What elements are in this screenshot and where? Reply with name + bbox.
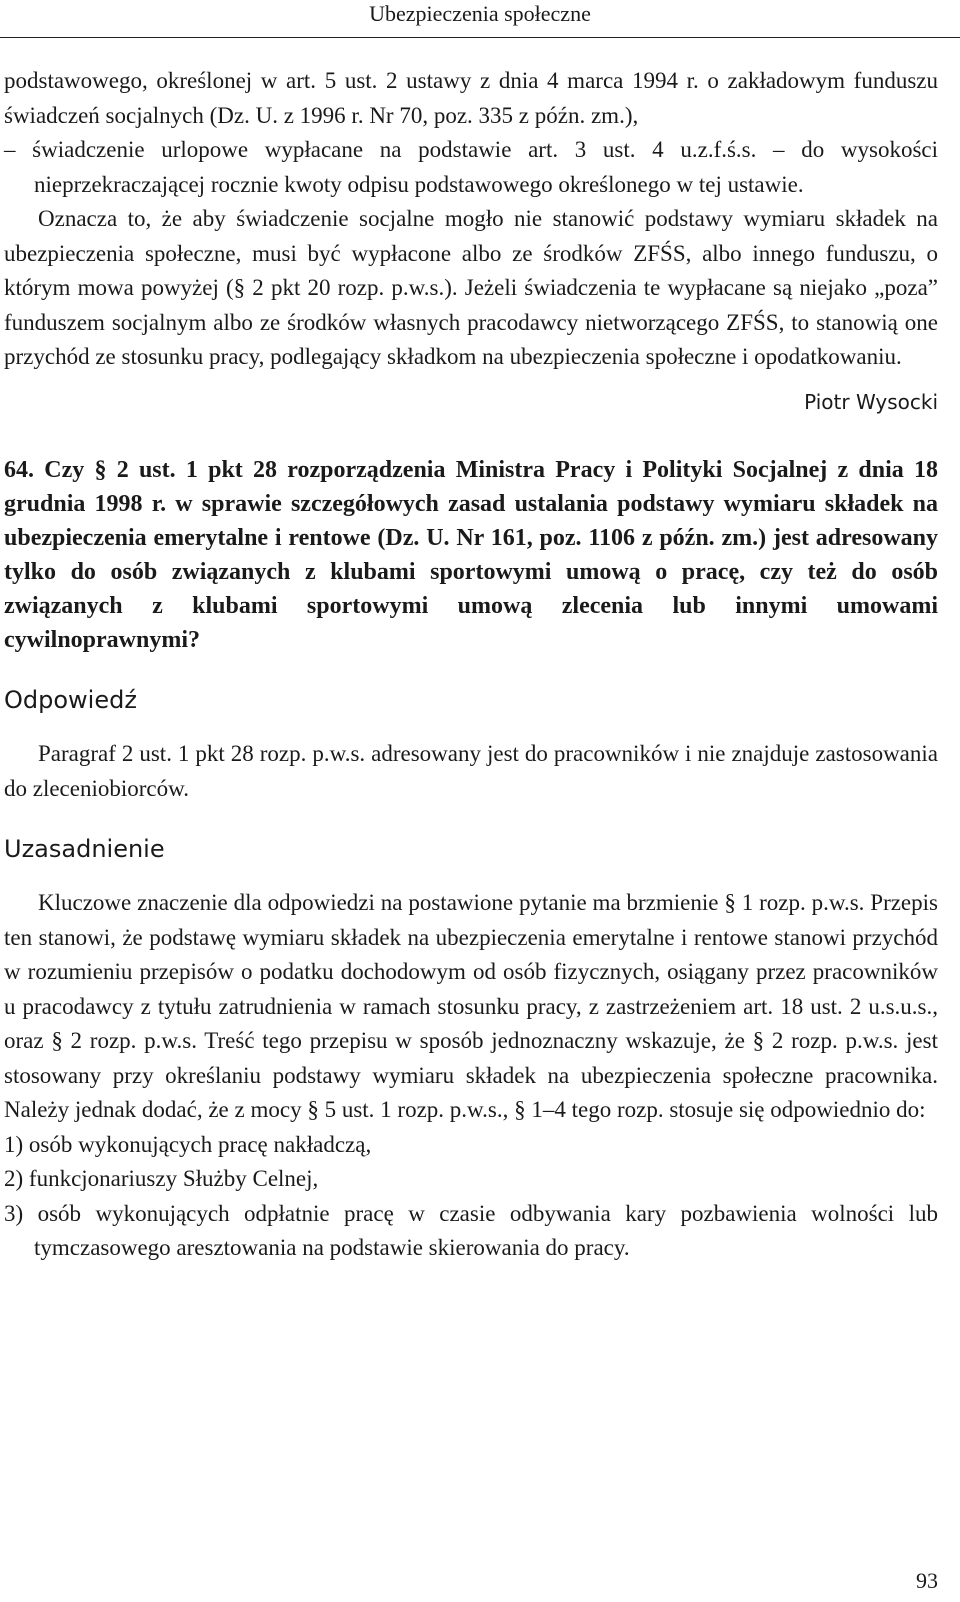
page-number: 93: [916, 1568, 938, 1593]
list-item: 3) osób wykonujących odpłatnie pracę w czasie odbywania kary pozbawienia wolności lub tymczasowego aresztowania na podstawie skierowania do pracy.: [4, 1200, 938, 1260]
intro-paragraph: Oznacza to, że aby świadczenie socjalne mogło nie stanowić podstawy wymiaru składek na ubezpieczenia społeczne, musi być wypłacone albo ze środków ZFŚS, albo innego funduszu, o którym mowa powyżej (§ 2 pkt 20 rozp. p.w.s.). Jeżeli świadczenia te wypłacane są niejako „poza” funduszem socjalnym albo ze środków własnych pracodawcy nietworzącego ZFŚS, to stanowią one przychód ze stosunku pracy, podlegający składkom na ubezpieczenia społeczne i opodatkowaniu.: [4, 206, 938, 369]
question-text: 64. Czy § 2 ust. 1 pkt 28 rozporządzenia Ministra Pracy i Polityki Socjalnej z dnia 18 grudnia 1998 r. w sprawie szczegółowych zasad ustalania podstawy wymiaru składek na ubezpieczenia emerytalne i rentowe (Dz. U. Nr 161, poz. 1106 z późn. zm.) jest adresowany tylko do osób związanych z klubami sportowymi umową o pracę, czy też do osób związanych z klubami sportowymi umową zlecenia lub innymi umowami cywilnoprawnymi?: [4, 457, 938, 653]
intro-continuation: podstawowego, określonej w art. 5 ust. 2 ustawy z dnia 4 marca 1994 r. o zakładowym funduszu świadczeń socjalnych (Dz. U. z 1996 r. Nr 70, poz. 335 z późn. zm.),: [4, 68, 938, 128]
answer-text: Paragraf 2 ust. 1 pkt 28 rozp. p.w.s. adresowany jest do pracowników i nie znajduje zastosowania do zleceniobiorców.: [4, 741, 938, 801]
document-body: [4, 64, 938, 1266]
list-item: 2) funkcjonariuszy Służby Celnej,: [4, 1166, 319, 1191]
running-header: Ubezpieczenia społeczne: [0, 0, 960, 38]
author-signature: Piotr Wysocki: [804, 389, 938, 414]
justification-heading: Uzasadnienie: [4, 835, 165, 863]
justification-text: Kluczowe znaczenie dla odpowiedzi na postawione pytanie ma brzmienie § 1 rozp. p.w.s. Przepis ten stanowi, że podstawę wymiaru składek na ubezpieczenia emerytalne i rentowe stanowi przychód w rozumieniu przepisów o podatku dochodowym od osób fizycznych, osiągany przez pracowników u pracodawcy z tytułu zatrudnienia w ramach stosunku pracy, z zastrzeżeniem art. 18 ust. 2 u.s.u.s., oraz § 2 rozp. p.w.s. Treść tego przepisu w sposób jednoznaczny wskazuje, że § 2 rozp. p.w.s. jest stosowany przy określaniu podstawy wymiaru składek na ubezpieczenia społeczne pracownika. Należy jednak dodać, że z mocy § 5 ust. 1 rozp. p.w.s., § 1–4 tego rozp. stosuje się odpowiednio do:: [4, 890, 938, 1122]
dash-list-item: – świadczenie urlopowe wypłacane na podstawie art. 3 ust. 4 u.z.f.ś.s. – do wysokości nieprzekraczającej rocznie kwoty odpisu podstawowego określonego w tej ustawie.: [4, 137, 938, 197]
answer-heading: Odpowiedź: [4, 686, 137, 714]
list-item: 1) osób wykonujących pracę nakładczą,: [4, 1131, 372, 1157]
